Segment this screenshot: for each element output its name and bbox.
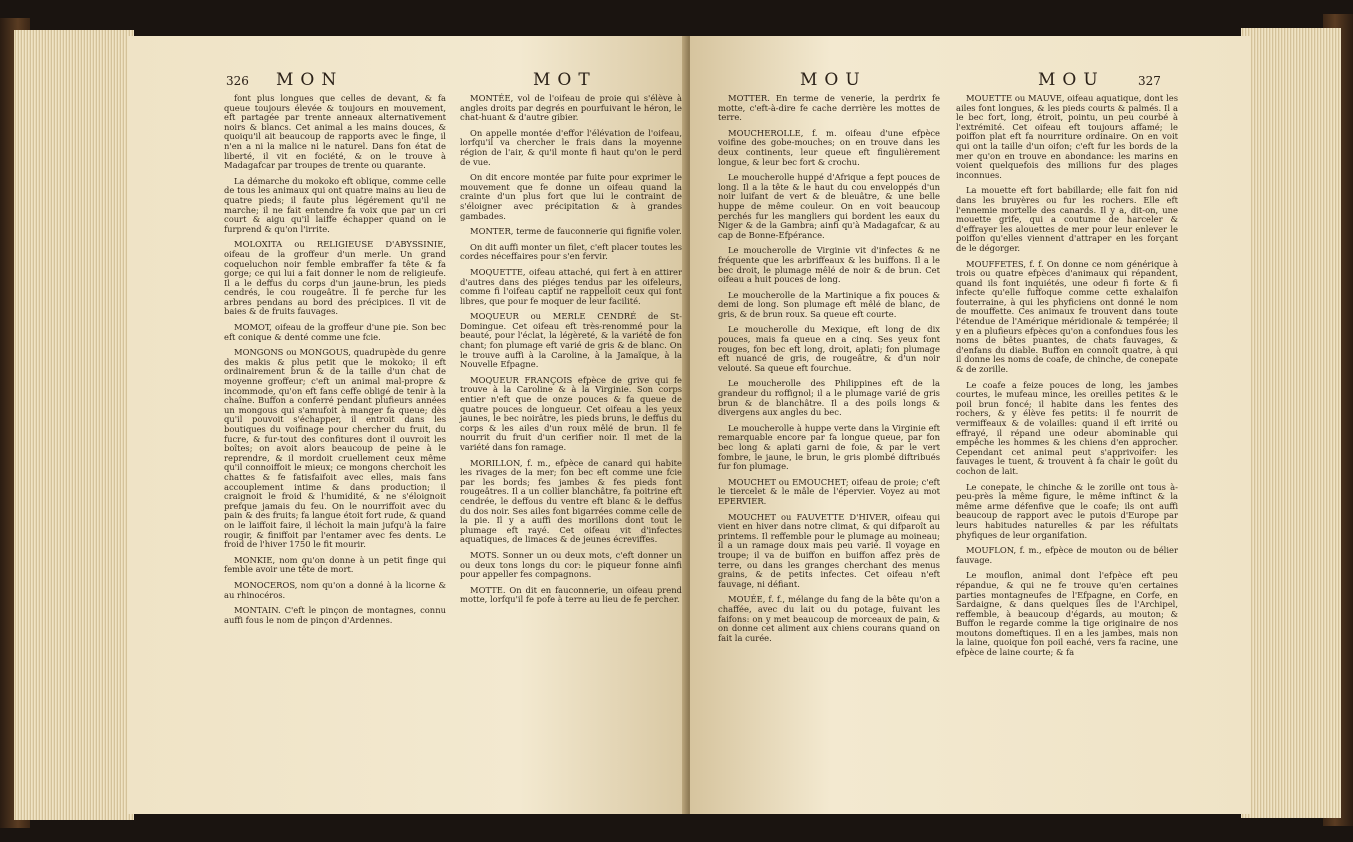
paragraph: La mouette eft fort babillarde; elle fait fon nid dans les bruyères ou fur les rochers. Elle eft l'ennemie mortelle des canards. Il y a, dit-on, une mouette grife, qui a coutume de harceler & d'effrayer les alouettes de mer pour leur enlever le poiffon qu'elles viennent d'attraper en les forçant de le dégorger. xyxy=(956,185,1178,253)
paragraph: Le moucherolle des Philippines eft de la grandeur du roffignol; il a le plumage varié de gris brun & de blanchâtre. Il a des poils longs & divergens aux angles du bec. xyxy=(718,378,940,418)
page-edges-left xyxy=(14,30,134,820)
text-column-2 xyxy=(956,94,1178,664)
paragraph: MONKIE, nom qu'on donne à un petit finge qui femble avoir une tête de mort. xyxy=(224,554,446,575)
paragraph: font plus longues que celles de devant, & fa queue toujours élevée & toujours en mouvement, eft partagée par trente anneaux alternativement noirs & blancs. Cet animal a les mains douces, & quoiqu'il ait beaucoup de rapports avec le finge, il n'en a ni la malice ni le naturel. Dans fon état de liberté, il vit en fociété, & on le trouve à Madagafcar par troupes de trente ou quarante. xyxy=(224,93,446,171)
paragraph: On dit encore montée par fuite pour exprimer le mouvement que fe donne un oifeau quand la crainte d'un plus fort que lui le contraint de s'éloigner avec précipitation & à grandes gambades. xyxy=(460,172,682,221)
page-edges-right xyxy=(1241,28,1341,818)
running-header-right: MOU xyxy=(1038,70,1105,90)
paragraph: MOUETTE ou MAUVE, oifeau aquatique, dont les ailes font longues, & les pieds courts & palmés. Il a le bec fort, long, étroit, pointu, un peu courbé à l'extrémité. Cet oifeau eft toujours affamé; le poiffon plat eft fa nourriture ordinaire. On en voit qui ont la taille d'un oifon; c'eft fur les bords de la mer qu'on en trouve en abondance: les marins en voient quelquefois des millions fur des plages inconnues. xyxy=(956,93,1178,180)
paragraph: MOQUETTE, oifeau attaché, qui fert à en attirer d'autres dans des piéges tendus par les oifeleurs, comme fi l'oifeau captif ne rappelloit ceux qui font libres, que pour fe moquer de leur facilité. xyxy=(460,266,682,306)
paragraph: MONGONS ou MONGOUS, quadrupède du genre des makis & plus petit que le mokoko; il eft ordinairement brun & de la taille d'un chat de moyenne groffeur; c'eft un animal mal-propre & incommode, qu'on eft fans ceffe obligé de tenir à la chaîne. Buffon a conferré pendant plufieurs années un mongous qui s'amufoit à manger fa queue; dès qu'il pouvoit s'échapper, il entroit dans les boutiques du voifinage pour chercher du fruit, du fucre, & fur-tout des confitures dont il ouvroit les boîtes; on avoit alors beaucoup de peine à le reprendre, & il mordoit cruellement ceux même qu'il connoiffoit le mieux; ce mongons cherchoit les chattes & fe fatisfaifoit avec elles, mais fans accouplement intime & dans production; il craignoit le froid & l'humidité, & ne s'éloignoit prefque jamais du feu. On le nourriffoit avec du pain & des fruits; fa langue étoit fort rude, & quand on le laiffoit faire, il léchoit la main jufqu'à la faire rougir, & finiffoit par l'entamer avec fes dents. Le froid de l'hiver 1750 le fit mourir. xyxy=(224,347,446,550)
text-column-2 xyxy=(460,94,682,611)
paragraph: MOQUEUR ou MERLE CENDRÉ de St-Domingue. Cet oifeau eft très-renommé pour la beauté, pour l'éclat, la légèreté, & la variété de fon chant; fon plumage eft varié de gris & de blanc. On le trouve auffi à la Caroline, à la Jamaïque, à la Nouvelle Efpagne. xyxy=(460,311,682,370)
paragraph: Le coafe a feize pouces de long, les jambes courtes, le mufeau mince, les oreilles petites & le poil brun foncé; il habite dans les fentes des rochers, & y élève fes petits: il fe nourrit de vermiffeaux & de volailles: quand il eft irrité ou effrayé, il répand une odeur abominable qui empêche les hommes & les chiens d'en approcher. Cependant cet animal peut s'apprivoifer: les fauvages le tuent, & trouvent à fa chair le goût du cochon de lait. xyxy=(956,379,1178,476)
paragraph: MONTAIN. C'eft le pinçon de montagnes, connu auffi fous le nom de pinçon d'Ardennes. xyxy=(224,605,446,625)
paragraph: La démarche du mokoko eft oblique, comme celle de tous les animaux qui ont quatre mains au lieu de quatre pieds; il faute plus légérement qu'il ne marche; il ne fait entendre fa voix que par un cri court & aigu qu'il laiffe échapper quand on le furprend & qu'on l'irrite. xyxy=(224,175,446,234)
paragraph: MOUFFETES, f. f. On donne ce nom générique à trois ou quatre efpèces d'animaux qui répandent, quand ils font inquiétés, une odeur fi forte & fi infecte qu'elle fuffoque comme cette exhalaifon fouterraine, à qui les phyficiens ont donné le nom de mouffette. Ces animaux fe trouvent dans toute l'étendue de l'Amérique méridionale & tempérée; il y en a plufieurs efpèces qu'on a confondues fous les noms de bêtes puantes, de chats fauvages, & d'enfans du diable. Buffon en connoît quatre, à qui il donne les noms de coafe, de chinche, de conepate & de zorille. xyxy=(956,258,1178,375)
paragraph: MONOCEROS, nom qu'on a donné à la licorne & au rhinocéros. xyxy=(224,579,446,600)
text-column-1 xyxy=(718,94,940,649)
paragraph: MOUCHET ou FAUVETTE D'HIVER, oifeau qui vient en hiver dans notre climat, & qui difparoît au printems. Il reffemble pour le plumage au moineau; il a un ramage doux mais peu varié. Il voyage en troupe; il va de buiffon en buiffon affez près de terre, ou dans les granges cherchant des menus grains, & de petits infectes. Cet oifeau n'eft fauvage, ni défiant. xyxy=(718,511,940,589)
page-number: 327 xyxy=(1138,74,1161,88)
paragraph: Le mouflon, animal dont l'efpèce eft peu répandue, & qui ne fe trouve qu'en certaines parties montagneufes de l'Efpagne, en Corfe, en Sardaigne, & dans quelques îles de l'Archipel, reffemble, à beaucoup d'égards, au mouton; & Buffon le regarde comme la tige originaire de nos moutons domeftiques. Il en a les jambes, mais non la laine, quoique fon poil eaché, vers fa racine, une efpèce de laine courte; & fa xyxy=(956,570,1178,658)
left-page xyxy=(128,36,688,814)
paragraph: MOUCHET ou EMOUCHET; oifeau de proie; c'eft le tiercelet & le mâle de l'épervier. Voyez au mot EPERVIER. xyxy=(718,476,940,506)
running-header-right: MOT xyxy=(533,70,597,90)
paragraph: MOTTER. En terme de venerie, la perdrix fe motte, c'eft-à-dire fe cache derrière les mottes de terre. xyxy=(718,93,940,123)
paragraph: Le moucherolle à huppe verte dans la Virginie eft remarquable encore par fa longue queue, par fon bec long & aplati garni de foie, & par le vert fombre, le jaune, le brun, le gris plombé diftribués fur fon plumage. xyxy=(718,422,940,472)
paragraph: MOMOT, oifeau de la groffeur d'une pie. Son bec eft conique & denté comme une fcie. xyxy=(224,322,446,342)
text-column-1 xyxy=(224,94,446,631)
paragraph: MONTÉE, vol de l'oifeau de proie qui s'élève à angles droits par degrés en pourfuivant le héron, le chat-huant & d'autre gibier. xyxy=(460,93,682,123)
paragraph: MOUCHEROLLE, f. m. oifeau d'une efpèce voifine des gobe-mouches; on en trouve dans les deux continents, leur queue eft fingulièrement longue, & leur bec fort & crochu. xyxy=(718,127,940,167)
paragraph: MOUÉE, f. f., mélange du fang de la bête qu'on a chaffée, avec du lait ou du potage, fuivant les faifons: on y met beaucoup de morceaux de pain, & on donne cet aliment aux chiens courans quand on fait la curée. xyxy=(718,594,940,643)
paragraph: MOQUEUR FRANÇOIS efpèce de grive qui fe trouve à la Caroline & à la Virginie. Son corps entier n'eft que de onze pouces & fa queue de quatre pouces de longueur. Cet oifeau a les yeux jaunes, le bec noirâtre, les pieds bruns, le deffus du corps & les ailes d'un roux mêlé de brun. Il fe nourrit du fruit d'un cerifier noir. Il met de la variété dans fon ramage. xyxy=(460,374,682,452)
paragraph: MORILLON, f. m., efpèce de canard qui habite les rivages de la mer; fon bec eft comme une fcie par les bords; fes jambes & fes pieds font rougeâtres. Il a un collier blanchâtre, fa poitrine eft cendrée, le deffous du ventre eft blanc & le deffus du dos noir. Ses ailes font bigarrées comme celle de la pie. Il y a auffi des morillons dont tout le plumage eft rayé. Cet oifeau vit d'infectes aquatiques, de limaces & de jeunes écreviffes. xyxy=(460,457,682,545)
paragraph: On dit auffi monter un filet, c'eft placer toutes les cordes néceffaires pour s'en fervir. xyxy=(460,241,682,262)
running-header-left: MON xyxy=(276,70,344,90)
paragraph: Le conepate, le chinche & le zorille ont tous à-peu-près la même figure, le même inftinct & la même arme défenfive que le coafe; ils ont auffi beaucoup de rapport avec le putois d'Europe par leurs habitudes naturelles & par les réfultats phyfiques de leur organifation. xyxy=(956,481,1178,540)
page-number: 326 xyxy=(226,74,249,88)
paragraph: MOLOXITA ou RELIGIEUSE D'ABYSSINIE, oifeau de la groffeur d'un merle. Un grand coqueluchon noir femble embraffer fa tête & fa gorge; ce qui lui a fait donner le nom de religieufe. Il a le deffus du corps d'un jaune-brun, les pieds cendrés, le cou rougeâtre. Il fe perche fur les arbres pendans au bord des précipices. Il vit de baies & de fruits fauvages. xyxy=(224,239,446,317)
paragraph: Le moucherolle du Mexique, eft long de dix pouces, mais fa queue en a cinq. Ses yeux font rouges, fon bec eft long, droit, aplati; fon plumage eft nuancé de gris, de rougeâtre, & d'un noir velouté. Sa queue eft fourchue. xyxy=(718,324,940,373)
paragraph: MONTER, terme de fauconnerie qui fignifie voler. xyxy=(470,226,682,237)
paragraph: Le moucherolle de la Martinique a fix pouces & demi de long. Son plumage eft mêlé de blanc, de gris, & de brun roux. Sa queue eft courte. xyxy=(718,289,940,319)
paragraph: On appelle montée d'effor l'élévation de l'oifeau, lorfqu'il va chercher le frais dans la moyenne région de l'air, & qu'il monte fi haut qu'on le perd de vue. xyxy=(460,127,682,167)
paragraph: MOUFLON, f. m., efpèce de mouton ou de bélier fauvage. xyxy=(956,545,1178,565)
right-page xyxy=(690,36,1250,814)
paragraph: Le moucherolle huppé d'Afrique a fept pouces de long. Il a la tête & le haut du cou enveloppés d'un noir luifant de vert & de bleuâtre, & une belle huppe de même couleur. On en voit beaucoup perchés fur les mangliers qui bordent les eaux du Niger & de la Gambra; ainfi qu'à Madagafcar, & au cap de Bonne-Efpérance. xyxy=(718,172,940,240)
running-header-left: MOU xyxy=(800,70,867,90)
paragraph: MOTTE. On dit en fauconnerie, un oifeau prend motte, lorfqu'il fe pofe à terre au lieu de fe percher. xyxy=(460,584,682,605)
paragraph: MOTS. Sonner un ou deux mots, c'eft donner un ou deux tons longs du cor: le piqueur fonne ainfi pour appeller fes compagnons. xyxy=(460,549,682,580)
paragraph: Le moucherolle de Virginie vit d'infectes & ne fréquente que les arbriffeaux & les buiffons. Il a le bec droit, le plumage mêlé de noir & de brun. Cet oifeau a huit pouces de long. xyxy=(718,245,940,285)
